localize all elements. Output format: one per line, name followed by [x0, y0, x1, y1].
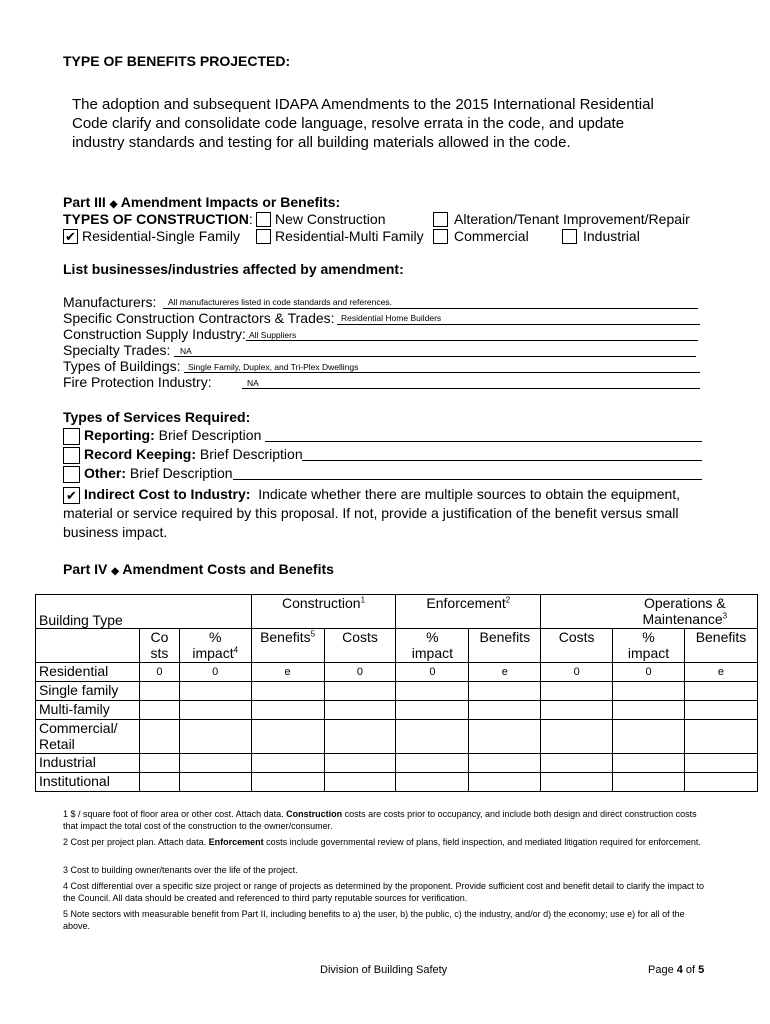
checkbox-residential-multi[interactable] [256, 229, 271, 244]
table-cell[interactable] [396, 720, 469, 754]
building-type-header: Building Type [36, 595, 252, 629]
table-cell[interactable] [541, 720, 613, 754]
checkbox-new-construction[interactable] [256, 212, 271, 227]
fire-line [242, 388, 700, 389]
table-cell[interactable] [324, 682, 396, 701]
table-cell[interactable] [684, 773, 757, 792]
footnote-3: 3 Cost to building owner/tenants over the life of the project. [63, 865, 298, 875]
part4-label: Part IV [63, 561, 108, 577]
option-residential-single: Residential-Single Family [82, 228, 240, 244]
benefits-subheader: Benefits$^5$ [251, 629, 324, 663]
option-industrial: Industrial [583, 228, 640, 244]
manufacturers-line [163, 308, 698, 309]
specialty-value[interactable]: NA [180, 346, 192, 356]
costs-benefits-table [35, 594, 758, 792]
table-cell[interactable] [179, 754, 251, 773]
supply-label: Construction Supply Industry: [63, 326, 246, 342]
table-cell[interactable] [684, 682, 757, 701]
part3-label: Part III [63, 194, 106, 210]
table-cell[interactable] [613, 754, 685, 773]
table-cell[interactable] [251, 701, 324, 720]
table-cell[interactable]: e [469, 663, 541, 682]
option-alteration: Alteration/Tenant Improvement/Repair [454, 211, 690, 227]
table-cell[interactable] [251, 720, 324, 754]
table-cell[interactable] [179, 720, 251, 754]
option-commercial: Commercial [454, 228, 529, 244]
costs-subheader: Costs [324, 629, 396, 663]
types-construction-label: TYPES OF CONSTRUCTION: [63, 211, 253, 227]
option-residential-multi: Residential-Multi Family [275, 228, 424, 244]
manufacturers-label: Manufacturers: [63, 294, 157, 310]
option-new-construction: New Construction [275, 211, 386, 227]
checkbox-reporting[interactable] [63, 428, 80, 445]
reporting-row: Reporting: Brief Description [84, 427, 262, 443]
table-row [36, 773, 758, 792]
table-row [36, 701, 758, 720]
table-cell[interactable] [541, 701, 613, 720]
check-mark-icon: ✔ [65, 229, 76, 244]
other-line[interactable] [233, 479, 702, 480]
pct-impact-subheader: % impact$^4$ [179, 629, 251, 663]
part3-subtitle: Amendment Impacts or Benefits: [120, 194, 341, 210]
table-cell[interactable]: e [684, 663, 757, 682]
table-cell[interactable] [324, 720, 396, 754]
indirect-text-2: material or service required by this proposal. If not, provide a justification of the benefit versus small [63, 505, 679, 521]
other-row: Other: Brief Description [84, 465, 233, 481]
contractors-label: Specific Construction Contractors & Trades: [63, 310, 335, 326]
supply-value[interactable]: All Suppliers [249, 330, 297, 340]
table-header-row [36, 595, 758, 629]
table-cell[interactable] [396, 682, 469, 701]
table-cell[interactable] [684, 720, 757, 754]
record-row: Record Keeping: Brief Description [84, 446, 303, 462]
benefits-subheader: Benefits [469, 629, 541, 663]
checkbox-indirect-cost[interactable] [63, 487, 80, 504]
table-cell[interactable] [541, 754, 613, 773]
part4-subtitle: Amendment Costs and Benefits [122, 561, 334, 577]
table-cell[interactable] [140, 682, 180, 701]
footnote-1: 1 $ / square foot of floor area or other cost. Attach data. Construction costs are costs prior to occupancy, and include both design and direct construction costs that impact the total cost of the construction to the owner/consumer. [63, 809, 697, 831]
table-cell[interactable] [179, 701, 251, 720]
services-heading: Types of Services Required: [63, 409, 251, 425]
specialty-label: Specialty Trades: [63, 342, 171, 358]
pct-impact-subheader: % impact [613, 629, 685, 663]
checkbox-other[interactable] [63, 466, 80, 483]
benefits-subheader: Benefits [684, 629, 757, 663]
table-cell[interactable] [396, 701, 469, 720]
table-cell[interactable]: e [251, 663, 324, 682]
table-cell[interactable] [613, 773, 685, 792]
table-cell[interactable] [179, 682, 251, 701]
indirect-text-3: business impact. [63, 524, 168, 540]
table-cell[interactable] [179, 773, 251, 792]
buildings-value[interactable]: Single Family, Duplex, and Tri-Plex Dwellings [188, 362, 359, 372]
table-cell[interactable] [613, 720, 685, 754]
specialty-line [174, 356, 696, 357]
contractors-value[interactable]: Residential Home Builders [341, 313, 442, 323]
table-cell[interactable] [324, 701, 396, 720]
table-cell[interactable] [469, 701, 541, 720]
table-cell[interactable] [324, 754, 396, 773]
row-label: Commercial/ Retail [36, 720, 140, 754]
fire-value[interactable]: NA [247, 378, 259, 388]
benefits-line: The adoption and subsequent IDAPA Amendments to the 2015 International Residential [72, 96, 654, 113]
row-label: Single family [36, 682, 140, 701]
contractors-line [337, 324, 700, 325]
table-cell[interactable]: 0 [541, 663, 613, 682]
construction-header: Construction$^1$ [251, 595, 396, 629]
table-row [36, 754, 758, 773]
page-number: Page 4 of 5 [648, 964, 705, 976]
table-cell[interactable] [251, 682, 324, 701]
operations-header: Operations & Maintenance$^3$ [613, 595, 758, 629]
reporting-line[interactable] [265, 441, 702, 442]
table-row [36, 682, 758, 701]
buildings-line [184, 372, 700, 373]
enforcement-header: Enforcement$^2$ [396, 595, 541, 629]
checkbox-alteration[interactable] [433, 212, 448, 227]
diamond-icon: ◆ [109, 199, 118, 210]
diamond-icon: ◆ [111, 566, 119, 577]
row-label: Residential [36, 663, 140, 682]
pct-impact-subheader: % impact [396, 629, 469, 663]
footnote-4: 4 Cost differential over a specific size project or range of projects as determined by the proponent. Provide sufficient cost and benefit detail to clarify the impact to the Council. All data should be created and referenced to third party reputable sources for verification. [63, 881, 705, 903]
row-label: Multi-family [36, 701, 140, 720]
table-cell[interactable] [613, 701, 685, 720]
footnote-5: 5 Note sectors with measurable benefit from Part II, including benefits to a) the user, b) the public, c) the industry, and/or d) the economy; use e) for all of the above. [63, 909, 685, 931]
table-cell[interactable]: 0 [140, 663, 180, 682]
table-cell[interactable] [469, 720, 541, 754]
footnote-2: 2 Cost per project plan. Attach data. Enforcement costs include governmental review of plans, field inspection, and mediated litigation required for enforcement. [63, 837, 701, 847]
table-cell[interactable]: 0 [324, 663, 396, 682]
table-cell[interactable] [396, 754, 469, 773]
benefits-line: industry standards and testing for all building materials allowed in the code. [72, 134, 571, 151]
row-label: Institutional [36, 773, 140, 792]
benefits-paragraph [72, 95, 654, 152]
table-cell[interactable] [469, 754, 541, 773]
benefits-heading: TYPE OF BENEFITS PROJECTED: [63, 53, 291, 69]
table-cell[interactable] [541, 773, 613, 792]
table-row [36, 663, 758, 682]
table-cell[interactable] [396, 773, 469, 792]
row-label: Industrial [36, 754, 140, 773]
costs-subheader: Co sts [140, 629, 180, 663]
part3-title [63, 194, 340, 210]
table-cell[interactable]: 0 [396, 663, 469, 682]
table-cell[interactable] [324, 773, 396, 792]
table-cell[interactable]: 0 [613, 663, 685, 682]
part4-title [63, 561, 334, 577]
table-cell[interactable] [140, 754, 180, 773]
table-cell[interactable] [684, 701, 757, 720]
record-line[interactable] [302, 460, 702, 461]
table-cell[interactable] [140, 720, 180, 754]
table-cell[interactable] [541, 682, 613, 701]
benefits-line: Code clarify and consolidate code language, resolve errata in the code, and update [72, 115, 625, 132]
costs-subheader: Costs [541, 629, 613, 663]
table-cell[interactable] [251, 754, 324, 773]
checkbox-industrial[interactable] [562, 229, 577, 244]
table-cell[interactable] [684, 754, 757, 773]
supply-line [246, 340, 698, 341]
table-cell[interactable] [613, 682, 685, 701]
table-cell[interactable] [469, 682, 541, 701]
indirect-row: Indirect Cost to Industry: Indicate whether there are multiple sources to obtain the equipment, [84, 486, 681, 502]
footer-division: Division of Building Safety [320, 964, 448, 976]
affected-heading: List businesses/industries affected by amendment: [63, 261, 404, 277]
checkbox-commercial[interactable] [433, 229, 448, 244]
checkbox-record-keeping[interactable] [63, 447, 80, 464]
table-cell[interactable]: 0 [179, 663, 251, 682]
table-cell[interactable] [140, 701, 180, 720]
check-mark-icon: ✔ [66, 488, 77, 503]
table-subheader-row [36, 629, 758, 663]
fire-label: Fire Protection Industry: [63, 374, 212, 390]
table-cell[interactable] [251, 773, 324, 792]
buildings-label: Types of Buildings: [63, 358, 181, 374]
manufacturers-value[interactable]: All manufactureres listed in code standards and references. [168, 297, 392, 307]
table-row [36, 720, 758, 754]
table-cell[interactable] [140, 773, 180, 792]
checkbox-residential-single[interactable] [63, 229, 78, 244]
table-cell[interactable] [469, 773, 541, 792]
